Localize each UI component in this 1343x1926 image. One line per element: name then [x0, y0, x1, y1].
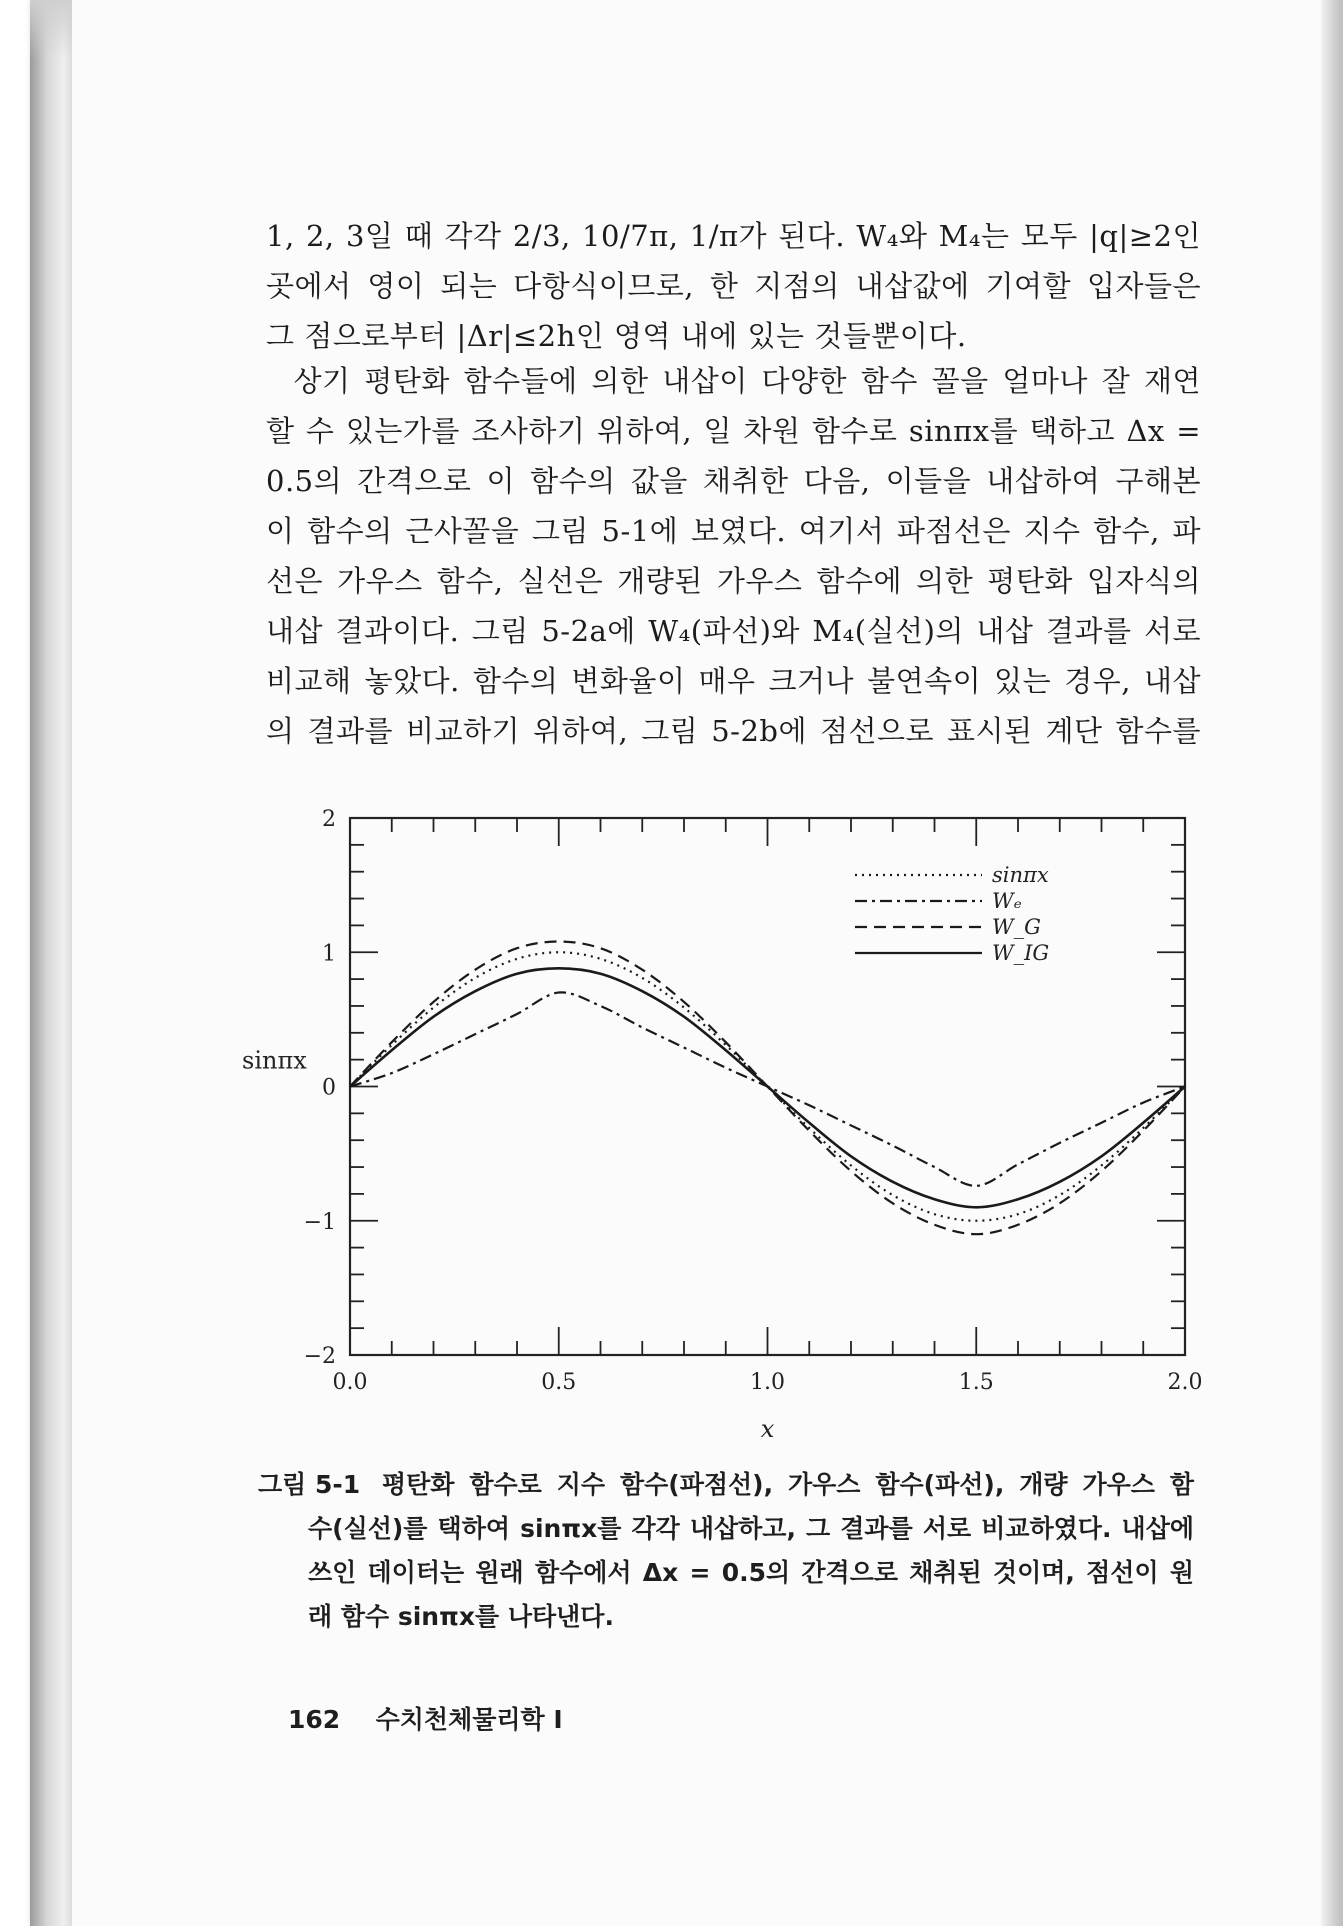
- body-line: 비교해 놓았다. 함수의 변화율이 매우 크거나 불연속이 있는 경우, 내삽: [266, 664, 1201, 698]
- x-axis-label: x: [760, 1415, 775, 1440]
- x-tick-label: 0.0: [332, 1370, 368, 1395]
- y-axis-label: sinπx: [242, 1046, 307, 1075]
- y-tick-label: −1: [303, 1209, 336, 1235]
- legend-label: W_IG: [992, 941, 1050, 965]
- caption-line: 수(실선)를 택하여 sinπx를 각각 내삽하고, 그 결과를 서로 비교하였다. 내삽에: [308, 1514, 1194, 1543]
- body-line: 할 수 있는가를 조사하기 위하여, 일 차원 함수로 sinπx를 택하고 Δx =: [266, 414, 1201, 448]
- body-line: 선은 가우스 함수, 실선은 개량된 가우스 함수에 의한 평탄화 입자식의: [266, 564, 1201, 598]
- x-tick-label: 1.0: [750, 1370, 785, 1395]
- body-line: 이 함수의 근사꼴을 그림 5-1에 보였다. 여기서 파점선은 지수 함수, 파: [266, 514, 1201, 548]
- y-tick-label: 0: [322, 1075, 336, 1101]
- chart-series: [350, 942, 1185, 1235]
- legend-label: W_G: [992, 915, 1041, 939]
- x-tick-label: 0.5: [541, 1370, 577, 1395]
- x-tick-label: 1.5: [958, 1370, 994, 1395]
- caption-label: 그림 5-1: [258, 1470, 361, 1499]
- body-line: 그 점으로부터 |Δr|≤2h인 영역 내에 있는 것들뿐이다.: [266, 319, 967, 353]
- body-line: 0.5의 간격으로 이 함수의 값을 채취한 다음, 이들을 내삽하여 구해본: [266, 464, 1201, 498]
- body-line: 상기 평탄화 함수들에 의한 내삽이 다양한 함수 꼴을 얼마나 잘 재연: [266, 364, 1201, 398]
- chart-legend: [855, 863, 1049, 965]
- y-tick-label: −2: [303, 1344, 336, 1369]
- series-line-solid: [350, 968, 1185, 1207]
- y-tick-label: 2: [322, 807, 336, 832]
- page-footer: [288, 1700, 563, 1740]
- book-title: 수치천체물리학 Ⅰ: [375, 1705, 563, 1734]
- book-spine-shade: [30, 0, 72, 60]
- caption-line: 래 함수 sinπx를 나타낸다.: [308, 1602, 614, 1631]
- y-tick-label: 1: [322, 941, 336, 967]
- body-line: 곳에서 영이 되는 다항식이므로, 한 지점의 내삽값에 기여할 입자들은: [266, 269, 1201, 303]
- x-tick-label: 2.0: [1167, 1370, 1203, 1395]
- series-line-dash-dot: [350, 992, 1185, 1185]
- book-spine: [30, 0, 72, 1926]
- legend-label: Wₑ: [992, 889, 1022, 913]
- figure-5-1-chart: [230, 800, 1230, 1440]
- body-line: 의 결과를 비교하기 위하여, 그림 5-2b에 점선으로 표시된 계단 함수를: [266, 714, 1201, 748]
- body-line: 내삽 결과이다. 그림 5-2a에 W₄(파선)와 M₄(실선)의 내삽 결과를 서로: [266, 614, 1201, 648]
- chart-labels: [242, 807, 1203, 1440]
- body-line: 1, 2, 3일 때 각각 2/3, 10/7π, 1/π가 된다. W₄와 M₄는 모두 |q|≥2인: [266, 219, 1201, 253]
- caption-line: 평탄화 함수로 지수 함수(파점선), 가우스 함수(파선), 개량 가우스 함: [382, 1470, 1194, 1499]
- page-edge: [1321, 0, 1343, 1926]
- legend-label: sinπx: [992, 863, 1049, 887]
- caption-line: 쓰인 데이터는 원래 함수에서 Δx = 0.5의 간격으로 채취된 것이며, 점선이 원: [308, 1558, 1194, 1587]
- page-number: 162: [288, 1705, 341, 1734]
